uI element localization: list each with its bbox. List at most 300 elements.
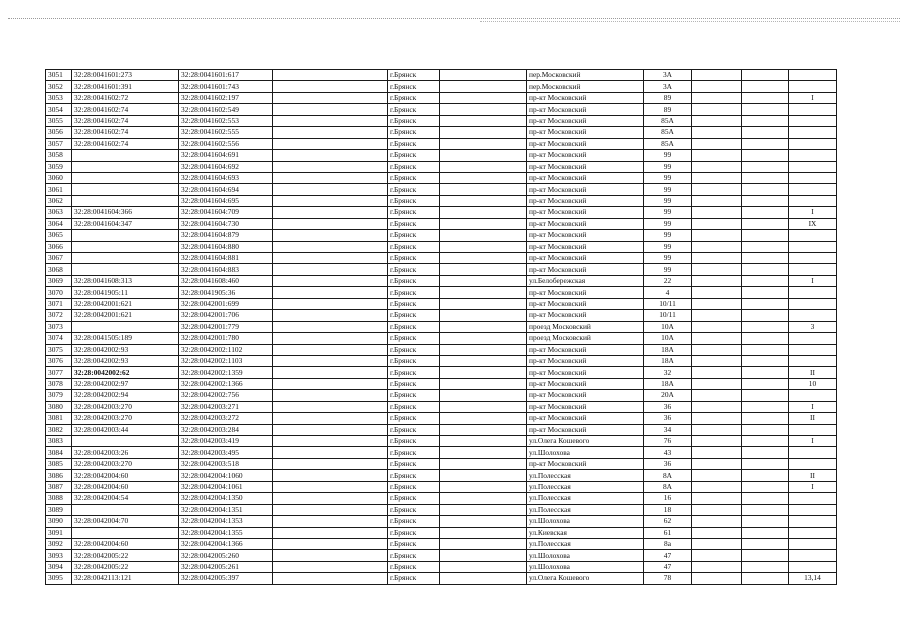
empty-cell: [440, 458, 527, 469]
row-number-cell: 3085: [46, 458, 72, 469]
land-cadastral-number-cell: 32:28:0042002:97: [72, 378, 179, 389]
empty-cell: [273, 138, 388, 149]
premises-number-cell: I: [789, 207, 837, 218]
land-cadastral-number-cell: 32:28:0041602:72: [72, 92, 179, 103]
table-row: [46, 298, 837, 309]
street-cell: ул.Шолохова: [527, 550, 644, 561]
empty-cell: [273, 218, 388, 229]
empty-cell: [742, 561, 789, 572]
table-row: [46, 70, 837, 81]
table-row: [46, 241, 837, 252]
object-cadastral-number-cell: 32:28:0042001:699: [179, 298, 273, 309]
empty-cell: [742, 104, 789, 115]
empty-cell: [692, 264, 742, 275]
row-number-cell: 3068: [46, 264, 72, 275]
empty-cell: [692, 298, 742, 309]
house-number-cell: 89: [644, 104, 692, 115]
object-cadastral-number-cell: 32:28:0042001:706: [179, 310, 273, 321]
land-cadastral-number-cell: 32:28:0042003:270: [72, 401, 179, 412]
land-cadastral-number-cell: 32:28:0042113:121: [72, 573, 179, 584]
row-number-cell: 3080: [46, 401, 72, 412]
street-cell: пр-кт Московский: [527, 458, 644, 469]
object-cadastral-number-cell: 32:28:0042001:780: [179, 333, 273, 344]
object-cadastral-number-cell: 32:28:0042004:1351: [179, 504, 273, 515]
object-cadastral-number-cell: 32:28:0042003:271: [179, 401, 273, 412]
land-cadastral-number-cell: [72, 504, 179, 515]
object-cadastral-number-cell: 32:28:0041602:549: [179, 104, 273, 115]
house-number-cell: 18А: [644, 355, 692, 366]
city-cell: г.Брянск: [388, 207, 440, 218]
table-row: [46, 115, 837, 126]
street-cell: пр-кт Московский: [527, 127, 644, 138]
empty-cell: [692, 310, 742, 321]
premises-number-cell: [789, 184, 837, 195]
premises-number-cell: [789, 310, 837, 321]
premises-number-cell: [789, 538, 837, 549]
empty-cell: [440, 230, 527, 241]
row-number-cell: 3055: [46, 115, 72, 126]
empty-cell: [742, 298, 789, 309]
row-number-cell: 3067: [46, 253, 72, 264]
empty-cell: [742, 264, 789, 275]
empty-cell: [273, 424, 388, 435]
empty-cell: [742, 321, 789, 332]
street-cell: пр-кт Московский: [527, 367, 644, 378]
city-cell: г.Брянск: [388, 115, 440, 126]
city-cell: г.Брянск: [388, 573, 440, 584]
empty-cell: [692, 550, 742, 561]
street-cell: ул.Шолохова: [527, 561, 644, 572]
empty-cell: [440, 150, 527, 161]
empty-cell: [273, 493, 388, 504]
empty-cell: [742, 275, 789, 286]
object-cadastral-number-cell: 32:28:0041905:36: [179, 287, 273, 298]
city-cell: г.Брянск: [388, 538, 440, 549]
empty-cell: [440, 538, 527, 549]
empty-cell: [440, 516, 527, 527]
empty-cell: [742, 70, 789, 81]
empty-cell: [440, 127, 527, 138]
empty-cell: [440, 344, 527, 355]
empty-cell: [440, 115, 527, 126]
city-cell: г.Брянск: [388, 70, 440, 81]
land-cadastral-number-cell: [72, 321, 179, 332]
empty-cell: [273, 253, 388, 264]
house-number-cell: 99: [644, 172, 692, 183]
row-number-cell: 3064: [46, 218, 72, 229]
empty-cell: [742, 527, 789, 538]
object-cadastral-number-cell: 32:28:0042003:495: [179, 447, 273, 458]
land-cadastral-number-cell: 32:28:0042002:93: [72, 355, 179, 366]
house-number-cell: 99: [644, 253, 692, 264]
city-cell: г.Брянск: [388, 344, 440, 355]
object-cadastral-number-cell: 32:28:0041602:555: [179, 127, 273, 138]
empty-cell: [692, 401, 742, 412]
empty-cell: [440, 424, 527, 435]
street-cell: пер.Московский: [527, 81, 644, 92]
land-cadastral-number-cell: 32:28:0041604:366: [72, 207, 179, 218]
house-number-cell: 10/11: [644, 298, 692, 309]
empty-cell: [742, 92, 789, 103]
empty-cell: [440, 390, 527, 401]
row-number-cell: 3063: [46, 207, 72, 218]
city-cell: г.Брянск: [388, 230, 440, 241]
row-number-cell: 3078: [46, 378, 72, 389]
city-cell: г.Брянск: [388, 355, 440, 366]
street-cell: пр-кт Московский: [527, 138, 644, 149]
city-cell: г.Брянск: [388, 470, 440, 481]
object-cadastral-number-cell: 32:28:0041601:617: [179, 70, 273, 81]
empty-cell: [440, 253, 527, 264]
table-row: [46, 436, 837, 447]
row-number-cell: 3056: [46, 127, 72, 138]
empty-cell: [742, 81, 789, 92]
object-cadastral-number-cell: 32:28:0042002:1359: [179, 367, 273, 378]
street-cell: пр-кт Московский: [527, 218, 644, 229]
table-row: [46, 127, 837, 138]
street-cell: ул.Олега Кошевого: [527, 436, 644, 447]
land-cadastral-number-cell: [72, 195, 179, 206]
city-cell: г.Брянск: [388, 424, 440, 435]
empty-cell: [273, 207, 388, 218]
object-cadastral-number-cell: 32:28:0042002:1103: [179, 355, 273, 366]
land-cadastral-number-cell: 32:28:0041608:313: [72, 275, 179, 286]
row-number-cell: 3081: [46, 413, 72, 424]
empty-cell: [273, 310, 388, 321]
premises-number-cell: I: [789, 92, 837, 103]
empty-cell: [742, 436, 789, 447]
empty-cell: [692, 115, 742, 126]
empty-cell: [692, 241, 742, 252]
house-number-cell: 3А: [644, 81, 692, 92]
empty-cell: [440, 161, 527, 172]
object-cadastral-number-cell: 32:28:0041602:197: [179, 92, 273, 103]
house-number-cell: 99: [644, 161, 692, 172]
house-number-cell: 8А: [644, 481, 692, 492]
row-number-cell: 3073: [46, 321, 72, 332]
empty-cell: [273, 550, 388, 561]
premises-number-cell: 13,14: [789, 573, 837, 584]
empty-cell: [692, 138, 742, 149]
house-number-cell: 36: [644, 401, 692, 412]
empty-cell: [742, 573, 789, 584]
house-number-cell: 22: [644, 275, 692, 286]
table-row: [46, 218, 837, 229]
empty-cell: [273, 184, 388, 195]
object-cadastral-number-cell: 32:28:0042002:1366: [179, 378, 273, 389]
city-cell: г.Брянск: [388, 253, 440, 264]
empty-cell: [440, 218, 527, 229]
premises-number-cell: [789, 81, 837, 92]
land-cadastral-number-cell: [72, 527, 179, 538]
table-row: [46, 493, 837, 504]
empty-cell: [742, 355, 789, 366]
empty-cell: [692, 561, 742, 572]
empty-cell: [692, 207, 742, 218]
premises-number-cell: II: [789, 413, 837, 424]
city-cell: г.Брянск: [388, 275, 440, 286]
table-row: [46, 321, 837, 332]
street-cell: пр-кт Московский: [527, 195, 644, 206]
land-cadastral-number-cell: 32:28:0042004:60: [72, 538, 179, 549]
empty-cell: [692, 538, 742, 549]
table-row: [46, 355, 837, 366]
empty-cell: [742, 184, 789, 195]
object-cadastral-number-cell: 32:28:0042004:1353: [179, 516, 273, 527]
empty-cell: [742, 401, 789, 412]
house-number-cell: 99: [644, 195, 692, 206]
house-number-cell: 99: [644, 241, 692, 252]
street-cell: пр-кт Московский: [527, 241, 644, 252]
empty-cell: [273, 561, 388, 572]
table-row: [46, 424, 837, 435]
premises-number-cell: 3: [789, 321, 837, 332]
empty-cell: [692, 218, 742, 229]
table-row: [46, 253, 837, 264]
premises-number-cell: [789, 241, 837, 252]
row-number-cell: 3083: [46, 436, 72, 447]
empty-cell: [692, 127, 742, 138]
land-cadastral-number-cell: 32:28:0042003:26: [72, 447, 179, 458]
empty-cell: [692, 333, 742, 344]
city-cell: г.Брянск: [388, 264, 440, 275]
land-cadastral-number-cell: [72, 184, 179, 195]
empty-cell: [742, 253, 789, 264]
empty-cell: [273, 92, 388, 103]
land-cadastral-number-cell: 32:28:0041905:11: [72, 287, 179, 298]
house-number-cell: 85А: [644, 115, 692, 126]
empty-cell: [692, 436, 742, 447]
city-cell: г.Брянск: [388, 333, 440, 344]
empty-cell: [273, 527, 388, 538]
empty-cell: [440, 310, 527, 321]
empty-cell: [742, 504, 789, 515]
premises-number-cell: [789, 195, 837, 206]
row-number-cell: 3089: [46, 504, 72, 515]
object-cadastral-number-cell: 32:28:0041601:743: [179, 81, 273, 92]
row-number-cell: 3090: [46, 516, 72, 527]
object-cadastral-number-cell: 32:28:0042004:1366: [179, 538, 273, 549]
city-cell: г.Брянск: [388, 184, 440, 195]
table-row: [46, 470, 837, 481]
house-number-cell: 89: [644, 92, 692, 103]
table-row: [46, 527, 837, 538]
table-row: [46, 516, 837, 527]
street-cell: пр-кт Московский: [527, 298, 644, 309]
empty-cell: [273, 401, 388, 412]
land-cadastral-number-cell: 32:28:0042003:270: [72, 458, 179, 469]
row-number-cell: 3071: [46, 298, 72, 309]
row-number-cell: 3075: [46, 344, 72, 355]
city-cell: г.Брянск: [388, 378, 440, 389]
row-number-cell: 3069: [46, 275, 72, 286]
table-body: [46, 70, 837, 585]
object-cadastral-number-cell: 32:28:0042002:1102: [179, 344, 273, 355]
land-cadastral-number-cell: 32:28:0042002:62: [72, 367, 179, 378]
street-cell: пр-кт Московский: [527, 150, 644, 161]
empty-cell: [742, 287, 789, 298]
empty-cell: [273, 70, 388, 81]
empty-cell: [692, 413, 742, 424]
street-cell: ул.Полесская: [527, 493, 644, 504]
street-cell: пр-кт Московский: [527, 355, 644, 366]
house-number-cell: 18А: [644, 378, 692, 389]
street-cell: пр-кт Московский: [527, 264, 644, 275]
empty-cell: [742, 516, 789, 527]
premises-number-cell: [789, 493, 837, 504]
house-number-cell: 85А: [644, 127, 692, 138]
city-cell: г.Брянск: [388, 550, 440, 561]
table-row: [46, 550, 837, 561]
empty-cell: [273, 413, 388, 424]
city-cell: г.Брянск: [388, 321, 440, 332]
empty-cell: [440, 172, 527, 183]
empty-cell: [273, 458, 388, 469]
city-cell: г.Брянск: [388, 195, 440, 206]
table-row: [46, 561, 837, 572]
premises-number-cell: [789, 115, 837, 126]
empty-cell: [273, 573, 388, 584]
table-row: [46, 264, 837, 275]
empty-cell: [742, 413, 789, 424]
premises-number-cell: [789, 264, 837, 275]
house-number-cell: 18А: [644, 344, 692, 355]
table-row: [46, 275, 837, 286]
street-cell: пр-кт Московский: [527, 253, 644, 264]
land-cadastral-number-cell: 32:28:0042004:70: [72, 516, 179, 527]
premises-number-cell: [789, 172, 837, 183]
empty-cell: [273, 390, 388, 401]
house-number-cell: 61: [644, 527, 692, 538]
table-row: [46, 504, 837, 515]
city-cell: г.Брянск: [388, 150, 440, 161]
house-number-cell: 36: [644, 413, 692, 424]
empty-cell: [440, 81, 527, 92]
empty-cell: [440, 550, 527, 561]
table-row: [46, 207, 837, 218]
empty-cell: [440, 470, 527, 481]
empty-cell: [440, 527, 527, 538]
empty-cell: [440, 378, 527, 389]
object-cadastral-number-cell: 32:28:0042002:756: [179, 390, 273, 401]
land-cadastral-number-cell: 32:28:0042005:22: [72, 561, 179, 572]
street-cell: пр-кт Московский: [527, 378, 644, 389]
house-number-cell: 85А: [644, 138, 692, 149]
table-row: [46, 538, 837, 549]
row-number-cell: 3058: [46, 150, 72, 161]
empty-cell: [273, 378, 388, 389]
street-cell: пр-кт Московский: [527, 310, 644, 321]
city-cell: г.Брянск: [388, 458, 440, 469]
empty-cell: [742, 207, 789, 218]
premises-number-cell: IX: [789, 218, 837, 229]
empty-cell: [440, 504, 527, 515]
empty-cell: [273, 355, 388, 366]
house-number-cell: 3А: [644, 70, 692, 81]
city-cell: г.Брянск: [388, 447, 440, 458]
object-cadastral-number-cell: 32:28:0041604:883: [179, 264, 273, 275]
table-row: [46, 195, 837, 206]
empty-cell: [692, 481, 742, 492]
table-row: [46, 573, 837, 584]
empty-cell: [692, 230, 742, 241]
row-number-cell: 3062: [46, 195, 72, 206]
empty-cell: [440, 70, 527, 81]
empty-cell: [273, 504, 388, 515]
empty-cell: [742, 493, 789, 504]
empty-cell: [273, 470, 388, 481]
land-cadastral-number-cell: 32:28:0042001:621: [72, 298, 179, 309]
empty-cell: [440, 367, 527, 378]
empty-cell: [742, 378, 789, 389]
empty-cell: [273, 115, 388, 126]
city-cell: г.Брянск: [388, 504, 440, 515]
table-row: [46, 104, 837, 115]
house-number-cell: 76: [644, 436, 692, 447]
table-row: [46, 230, 837, 241]
empty-cell: [692, 344, 742, 355]
house-number-cell: 78: [644, 573, 692, 584]
street-cell: пр-кт Московский: [527, 413, 644, 424]
row-number-cell: 3065: [46, 230, 72, 241]
empty-cell: [692, 104, 742, 115]
land-cadastral-number-cell: 32:28:0041604:347: [72, 218, 179, 229]
premises-number-cell: [789, 298, 837, 309]
premises-number-cell: [789, 527, 837, 538]
table-row: [46, 413, 837, 424]
street-cell: пр-кт Московский: [527, 207, 644, 218]
street-cell: ул.Полесская: [527, 481, 644, 492]
empty-cell: [742, 367, 789, 378]
empty-cell: [273, 287, 388, 298]
row-number-cell: 3087: [46, 481, 72, 492]
row-number-cell: 3093: [46, 550, 72, 561]
city-cell: г.Брянск: [388, 413, 440, 424]
object-cadastral-number-cell: 32:28:0041604:695: [179, 195, 273, 206]
land-cadastral-number-cell: [72, 436, 179, 447]
empty-cell: [742, 127, 789, 138]
empty-cell: [692, 493, 742, 504]
premises-number-cell: [789, 230, 837, 241]
object-cadastral-number-cell: 32:28:0041602:553: [179, 115, 273, 126]
row-number-cell: 3076: [46, 355, 72, 366]
street-cell: ул.Полесская: [527, 470, 644, 481]
premises-number-cell: [789, 333, 837, 344]
empty-cell: [440, 138, 527, 149]
land-cadastral-number-cell: 32:28:0042004:54: [72, 493, 179, 504]
city-cell: г.Брянск: [388, 287, 440, 298]
premises-number-cell: [789, 253, 837, 264]
table-row: [46, 458, 837, 469]
scan-artifact-line: [480, 21, 900, 24]
empty-cell: [273, 516, 388, 527]
empty-cell: [273, 321, 388, 332]
house-number-cell: 8А: [644, 470, 692, 481]
object-cadastral-number-cell: 32:28:0041604:694: [179, 184, 273, 195]
row-number-cell: 3082: [46, 424, 72, 435]
premises-number-cell: [789, 516, 837, 527]
empty-cell: [440, 447, 527, 458]
premises-number-cell: [789, 504, 837, 515]
empty-cell: [692, 573, 742, 584]
object-cadastral-number-cell: 32:28:0042005:397: [179, 573, 273, 584]
house-number-cell: 10/11: [644, 310, 692, 321]
empty-cell: [692, 367, 742, 378]
premises-number-cell: [789, 150, 837, 161]
empty-cell: [273, 367, 388, 378]
object-cadastral-number-cell: 32:28:0042003:518: [179, 458, 273, 469]
premises-number-cell: [789, 287, 837, 298]
